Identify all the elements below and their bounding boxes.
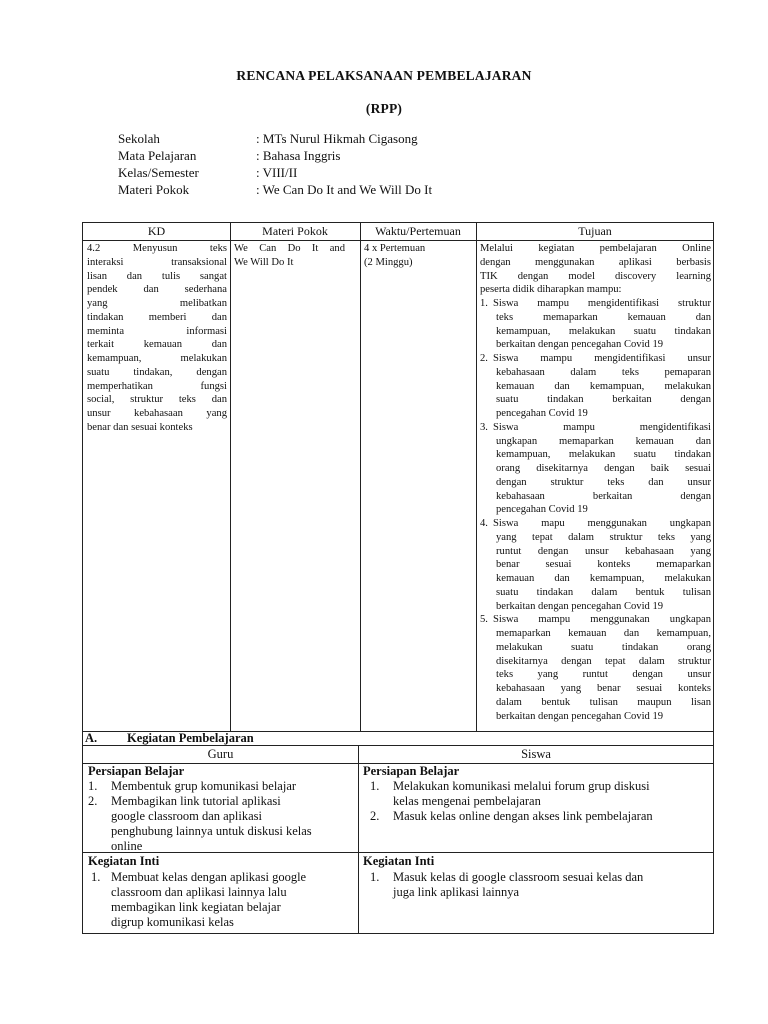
objective-line: teks yang runtut dengan unsur: [496, 669, 711, 681]
objective-item: [480, 517, 711, 613]
objective-line: Siswa mampu mengidentifikasi unsur: [493, 353, 711, 364]
section-title: Kegiatan Pembelajaran: [127, 731, 254, 745]
kd-line: lisan dan tulis sangat: [87, 270, 227, 282]
objective-line: suatu tindakan dalam bentuk tulisan: [496, 586, 711, 598]
header-divider: [83, 240, 713, 241]
page-subtitle: (RPP): [365, 101, 403, 116]
column-divider: [230, 223, 231, 731]
activity-line: Membuat kelas dengan aplikasi google: [111, 870, 307, 884]
activity-line: membagikan link kegiatan belajar: [111, 900, 281, 914]
activity-item-number: 1.: [370, 870, 380, 884]
kd-line: 4.2 Menyusun teks: [87, 243, 227, 254]
activity-item-text: [111, 779, 296, 794]
objective-line: ungkapan memaparkan kemauan dan: [496, 435, 711, 447]
activity-line: Membagikan link tutorial aplikasi: [111, 794, 281, 808]
kd-line: interaksi transaksional: [87, 256, 227, 268]
activity-line: juga link aplikasi lainnya: [393, 885, 520, 899]
info-label: Mata Pelajaran: [118, 148, 197, 163]
activity-item-text: [111, 870, 306, 930]
activity-line: online: [111, 839, 143, 853]
column-divider: [360, 223, 361, 731]
activity-item-number: 1.: [91, 870, 101, 884]
objective-line: kemauan dan kemampuan, melakukan: [496, 380, 711, 392]
section-number: A.: [85, 731, 98, 745]
kd-line: tindakan memberi dan: [87, 311, 227, 323]
objective-line: berkaitan dengan pencegahan Covid 19: [496, 600, 664, 612]
materi-line: We Can Do It and: [234, 243, 345, 254]
objective-number: 4.: [480, 518, 488, 529]
column-header-guru: Guru: [207, 747, 234, 761]
persiapan-guru-title: Persiapan Belajar: [88, 764, 185, 778]
activity-line: kelas mengenai pembelajaran: [393, 794, 541, 808]
header-tujuan: Tujuan: [578, 224, 612, 238]
objective-item: [480, 297, 711, 352]
kd-line: suatu tindakan, dengan: [87, 366, 227, 378]
kd-line: meminta informasi: [87, 325, 227, 337]
materi-cell: [234, 242, 345, 270]
activity-line: Masuk kelas online dengan akses link pembelajaran: [393, 809, 653, 823]
kd-line: unsur kebahasaan yang: [87, 408, 227, 419]
info-value: : VIII/II: [256, 165, 298, 180]
waktu-cell: [364, 242, 472, 270]
objective-line: disekitarnya dengan tepat dalam struktur: [496, 655, 711, 667]
activity-line: digrup komunikasi kelas: [111, 915, 234, 929]
kd-line: benar dan sesuai konteks: [87, 421, 193, 433]
header-waktu: Waktu/Pertemuan: [375, 224, 461, 238]
header-materi-pokok: Materi Pokok: [262, 224, 328, 238]
objective-line: teks memaparkan kemauan dan: [496, 311, 711, 323]
column-header-siswa: Siswa: [521, 747, 551, 761]
objective-line: Siswa mampu menggunakan ungkapan: [493, 614, 711, 626]
objective-line: memaparkan kemauan dan kemampuan,: [496, 628, 711, 639]
tujuan-cell: [480, 242, 711, 723]
kd-line: kemampuan, melakukan: [87, 353, 227, 364]
activity-line: penghubung lainnya untuk diskusi kelas: [111, 824, 312, 838]
info-label: Kelas/Semester: [118, 165, 199, 180]
objective-line: dalam bentuk tulisan maupun lisan: [496, 696, 711, 708]
activity-item-number: 2.: [88, 794, 98, 808]
tujuan-intro-line: peserta didik diharapkan mampu:: [480, 284, 622, 296]
objective-line: suatu tindakan berkaitan dengan: [496, 394, 711, 406]
objective-line: kebahasaan yang benar sesuai konteks: [496, 683, 711, 694]
activity-line: classroom dan aplikasi lainnya lalu: [111, 885, 287, 899]
activity-item-number: 2.: [370, 809, 380, 823]
objective-line: yang tepat dalam struktur teks yang: [496, 531, 711, 543]
info-label: Sekolah: [118, 131, 160, 146]
kd-line: terkait kemauan dan: [87, 339, 227, 351]
objective-line: kebahasaan berkaitan dengan: [496, 490, 711, 502]
materi-line: We Will Do It: [234, 256, 294, 268]
column-divider: [358, 745, 359, 933]
objective-line: benar sesuai konteks memaparkan: [496, 559, 711, 571]
objective-line: pencegahan Covid 19: [496, 408, 588, 419]
activity-item-text: [393, 779, 650, 809]
kd-line: social, struktur teks dan: [87, 394, 227, 406]
objective-line: Siswa mampu mengidentifikasi: [493, 421, 711, 433]
activity-line: Membentuk grup komunikasi belajar: [111, 779, 297, 793]
objective-line: berkaitan dengan pencegahan Covid 19: [496, 339, 664, 351]
objective-line: kemampuan, melakukan suatu tindakan: [496, 325, 711, 337]
objective-line: Siswa mampu mengidentifikasi struktur: [493, 298, 711, 309]
column-divider: [476, 223, 477, 731]
objective-line: melakukan suatu tindakan orang: [496, 641, 711, 653]
info-value: : Bahasa Inggris: [256, 148, 341, 163]
kd-cell: [87, 242, 227, 435]
objective-line: kemampuan, melakukan suatu tindakan: [496, 449, 711, 461]
rpp-table: [82, 222, 714, 732]
tujuan-intro-line: TIK dengan model discovery learning: [480, 270, 711, 282]
tujuan-intro-line: Melalui kegiatan pembelajaran Online: [480, 243, 711, 254]
objective-number: 5.: [480, 614, 488, 626]
kd-line: memperhatikan fungsi: [87, 380, 227, 392]
objective-item: [480, 613, 711, 723]
objective-line: berkaitan dengan pencegahan Covid 19: [496, 710, 664, 722]
objective-line: kemauan dan kemampuan, melakukan: [496, 573, 711, 584]
inti-guru-title: Kegiatan Inti: [88, 854, 160, 868]
objective-line: orang disekitarnya dengan baik sesuai: [496, 463, 711, 474]
objective-number: 1.: [480, 298, 488, 309]
objective-item: [480, 352, 711, 421]
activity-item-text: [393, 809, 653, 824]
objective-number: 3.: [480, 421, 488, 433]
info-value: : We Can Do It and We Will Do It: [256, 182, 433, 197]
objective-line: kebahasaan dalam teks pemaparan: [496, 366, 711, 378]
activity-line: google classroom dan aplikasi: [111, 809, 263, 823]
activity-item-text: [111, 794, 312, 854]
objective-number: 2.: [480, 353, 488, 364]
activity-item-number: 1.: [88, 779, 98, 793]
objective-line: runtut dengan unsur kebahasaan yang: [496, 545, 711, 557]
persiapan-siswa-title: Persiapan Belajar: [363, 764, 460, 778]
waktu-line: 4 x Pertemuan: [364, 243, 426, 254]
activity-item-number: 1.: [370, 779, 380, 793]
info-label: Materi Pokok: [118, 182, 190, 197]
activity-line: Melakukan komunikasi melalui forum grup diskusi: [393, 779, 650, 793]
info-value: : MTs Nurul Hikmah Cigasong: [256, 131, 418, 146]
kd-line: yang melibatkan: [87, 298, 227, 309]
page-title: RENCANA PELAKSANAAN PEMBELAJARAN: [236, 68, 532, 83]
header-kd: KD: [147, 224, 166, 238]
activity-line: Masuk kelas di google classroom sesuai kelas dan: [393, 870, 644, 884]
objective-line: dengan struktur teks dan unsur: [496, 476, 711, 488]
objective-item: [480, 421, 711, 517]
objective-line: Siswa mapu menggunakan ungkapan: [493, 518, 711, 529]
kegiatan-table: [82, 731, 714, 934]
tujuan-intro-line: dengan menggunakan aplikasi berbasis: [480, 256, 711, 268]
inti-siswa-title: Kegiatan Inti: [363, 854, 435, 868]
activity-item-text: [393, 870, 643, 900]
objective-line: pencegahan Covid 19: [496, 504, 588, 516]
waktu-line: (2 Minggu): [364, 256, 413, 268]
kd-line: pendek dan sederhana: [87, 284, 227, 296]
